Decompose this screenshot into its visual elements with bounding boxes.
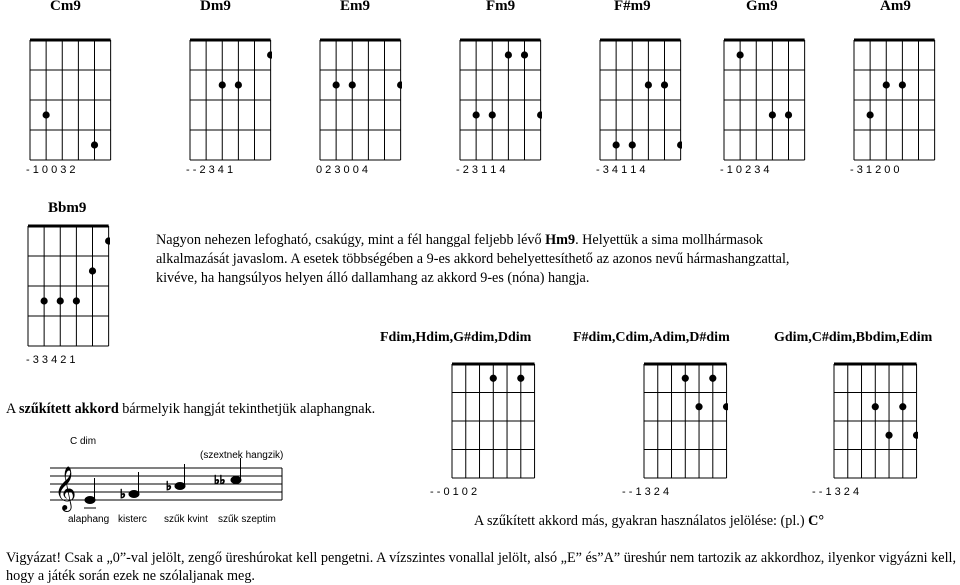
finger-dot (57, 297, 64, 304)
dim-chord-chart-1 (642, 362, 728, 480)
chord-name-4: F#m9 (614, 0, 651, 14)
finger-dot (473, 111, 480, 118)
finger-dot (91, 141, 98, 148)
dim-chord-chart-2 (832, 362, 918, 480)
chord-name-1: Dm9 (200, 0, 231, 14)
finger-dot (677, 141, 682, 148)
finger-dot (682, 375, 689, 382)
chord-name-6: Am9 (880, 0, 911, 14)
warning-text: Csak a „0”-val jelölt, zengő üreshúrokat kell pengetni. A vízszintes vonallal jelölt, alsó „E” és”A” üreshúr nem tartozik az akkordhoz, ilyenkor vigyázni kell, hogy a játék során ezek ne szólaljanak meg. (6, 550, 956, 584)
alt-notation (474, 512, 824, 531)
chord-chart-2 (318, 38, 402, 162)
finger-dot (709, 375, 716, 382)
finger-dot (89, 267, 96, 274)
chord-chart-0 (28, 38, 112, 162)
chord-chart-bbm9 (26, 224, 110, 348)
chord-chart-6 (852, 38, 936, 162)
dim-fingering-2: - - 1 3 2 4 (812, 486, 860, 498)
alt-notation-text: A szűkített akkord más, gyakran használatos jelölése: (pl.) (474, 513, 809, 529)
treble-clef-icon: 𝄞 (54, 466, 77, 510)
dim-fingering-0: - - 0 1 0 2 (430, 486, 478, 498)
finger-dot (349, 81, 356, 88)
chord-chart-4 (598, 38, 682, 162)
finger-dot (885, 432, 892, 439)
intro-text-1: Nagyon nehezen lefogható, csakúgy, mint a fél hanggal feljebb lévő (156, 232, 546, 248)
finger-dot (517, 375, 524, 382)
finger-dot (883, 81, 890, 88)
dim-paragraph (6, 400, 375, 419)
finger-dot (899, 81, 906, 88)
warning-paragraph (6, 549, 956, 585)
dim-chord-chart-0 (450, 362, 536, 480)
finger-dot (695, 403, 702, 410)
dim-text-a: A (6, 401, 20, 417)
fingering-6: - 3 1 2 0 0 (850, 164, 900, 176)
chord-chart-1 (188, 38, 272, 162)
finger-dot (872, 403, 879, 410)
svg-text:♭: ♭ (120, 487, 126, 501)
finger-dot (397, 81, 402, 88)
intro-hm9: Hm9 (545, 232, 576, 248)
chord-name-3: Fm9 (486, 0, 516, 14)
chord-name-5: Gm9 (746, 0, 778, 14)
dim-chord-name-2: Gdim,C#dim,Bbdim,Edim (774, 330, 933, 345)
finger-dot (723, 403, 728, 410)
finger-dot (43, 111, 50, 118)
chord-name-bbm9: Bbm9 (48, 200, 87, 216)
finger-dot (537, 111, 542, 118)
alt-notation-symbol: C° (808, 513, 825, 529)
chord-name-2: Em9 (340, 0, 370, 14)
finger-dot (661, 81, 668, 88)
finger-dot (333, 81, 340, 88)
staff-title: C dim (70, 436, 97, 447)
chord-chart-5 (722, 38, 806, 162)
finger-dot (645, 81, 652, 88)
svg-text:♭♭: ♭♭ (214, 473, 226, 487)
warning-label: Vigyázat! (6, 550, 62, 566)
intro-text-2: . Helyettük a sima mollhármasok alkalmazását javaslom. A esetek többségében a 9-es akkord behelyettesíthető az azonos nevű hármashangzattal, kivéve, ha hangsúlyos helyen álló dallamhang az akkord 9-es (nóna) hangja. (156, 232, 790, 286)
staff-note-right: (szextnek hangzik) (200, 450, 284, 461)
finger-dot (629, 141, 636, 148)
finger-dot (105, 237, 110, 244)
finger-dot (769, 111, 776, 118)
chord-chart-3 (458, 38, 542, 162)
staff-label-szuk-szeptim: szűk szeptim (218, 514, 276, 525)
staff-label-alaphang: alaphang (68, 514, 110, 525)
chord-name-0: Cm9 (50, 0, 81, 14)
staff-label-szuk-kvint: szűk kvint (164, 514, 208, 525)
dim-chord-name-1: F#dim,Cdim,Adim,D#dim (573, 330, 730, 345)
fingering-2: 0 2 3 0 0 4 (316, 164, 368, 176)
fingering-3: - 2 3 1 1 4 (456, 164, 506, 176)
fingering-1: - - 2 3 4 1 (186, 164, 234, 176)
finger-dot (613, 141, 620, 148)
finger-dot (737, 51, 744, 58)
staff-label-kisterc: kisterc (118, 514, 147, 525)
dim-text-c: bármelyik hangját tekinthetjük alaphangnak. (118, 401, 376, 417)
finger-dot (867, 111, 874, 118)
finger-dot (73, 297, 80, 304)
fingering-0: - 1 0 0 3 2 (26, 164, 76, 176)
finger-dot (505, 51, 512, 58)
finger-dot (899, 403, 906, 410)
finger-dot (785, 111, 792, 118)
fingering-bbm9: - 3 3 4 2 1 (26, 354, 76, 366)
fingering-4: - 3 4 1 1 4 (596, 164, 646, 176)
finger-dot (219, 81, 226, 88)
cdim-staff (50, 428, 290, 533)
dim-chord-name-0: Fdim,Hdim,G#dim,Ddim (380, 330, 532, 345)
intro-paragraph (156, 231, 796, 288)
fingering-5: - 1 0 2 3 4 (720, 164, 770, 176)
finger-dot (490, 375, 497, 382)
finger-dot (913, 432, 918, 439)
svg-text:♭: ♭ (166, 479, 172, 493)
finger-dot (489, 111, 496, 118)
finger-dot (521, 51, 528, 58)
finger-dot (267, 51, 272, 58)
dim-text-bold: szűkített akkord (19, 401, 119, 417)
finger-dot (235, 81, 242, 88)
finger-dot (41, 297, 48, 304)
dim-fingering-1: - - 1 3 2 4 (622, 486, 670, 498)
